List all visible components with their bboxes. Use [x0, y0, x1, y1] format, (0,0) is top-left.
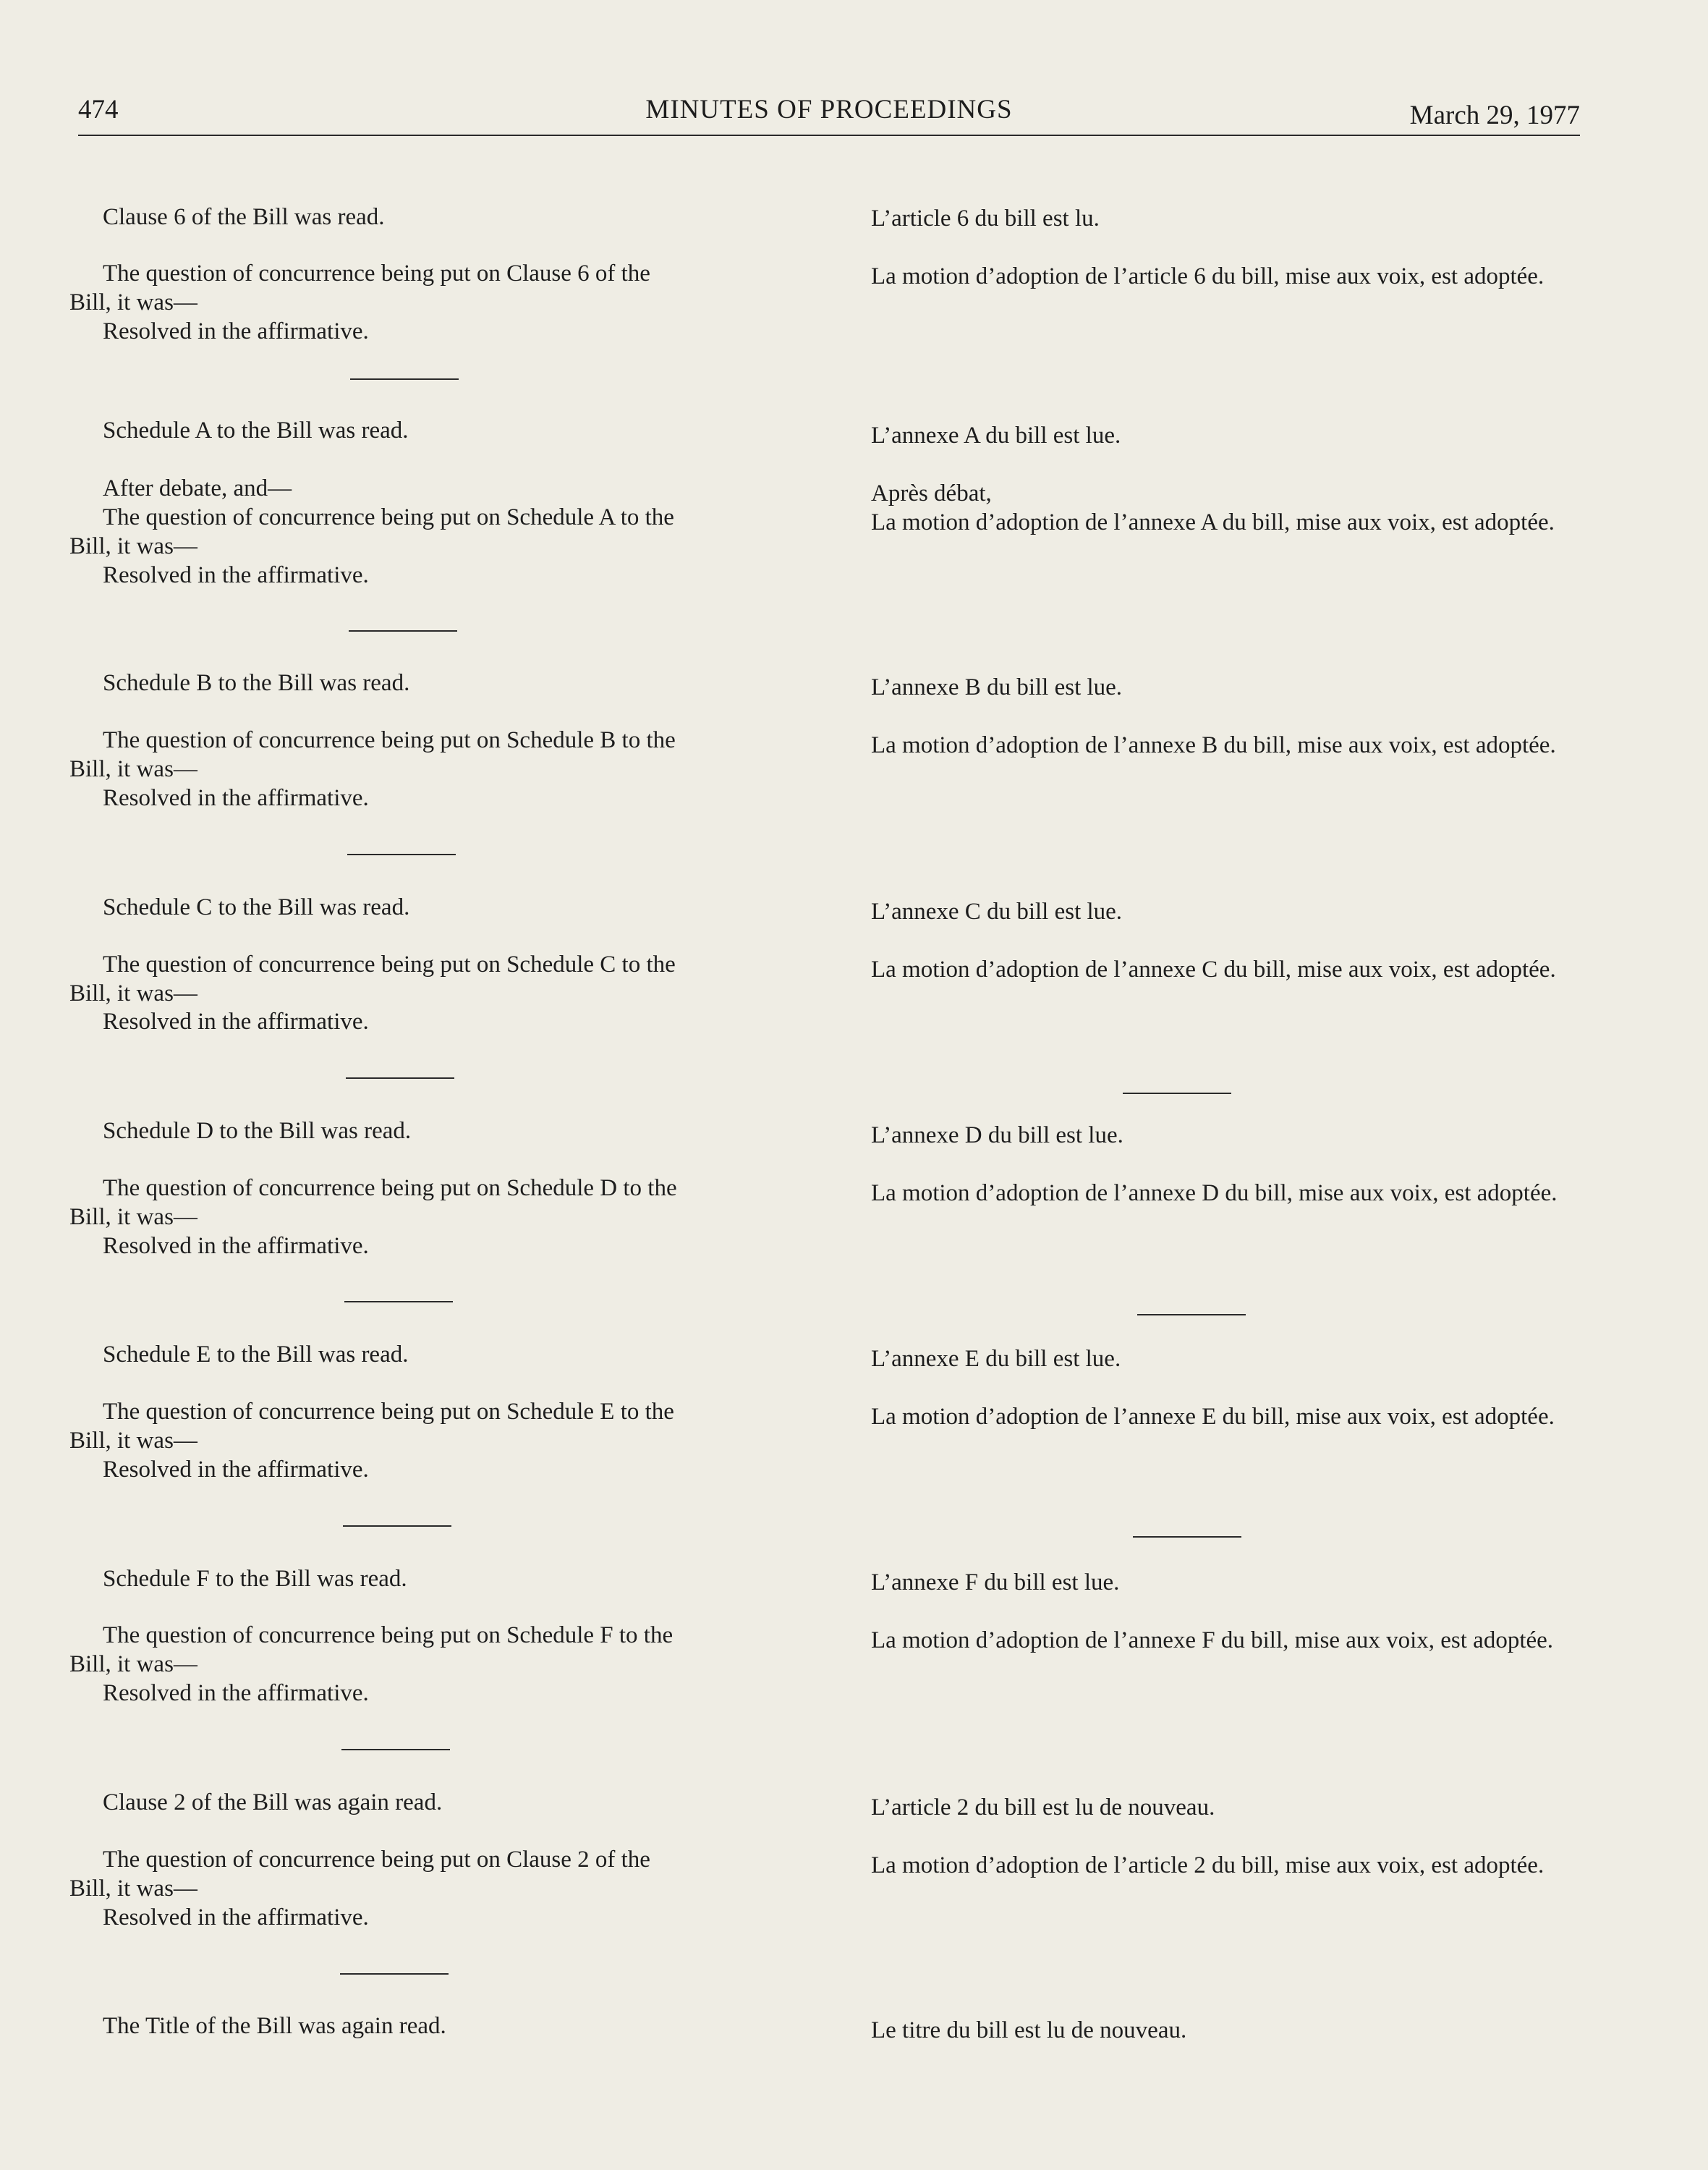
- scheduleF-read-fr: L’annexe F du bill est lue.: [871, 1569, 1120, 1595]
- scheduleC-question: [69, 950, 800, 1008]
- scheduleE-question-rest: Bill, it was—: [69, 1428, 197, 1454]
- scheduleC-question-rest: Bill, it was—: [69, 980, 197, 1006]
- section-divider: [347, 854, 456, 855]
- clause6-read-fr: L’article 6 du bill est lu.: [871, 205, 1100, 232]
- section-divider: [344, 1301, 453, 1302]
- scheduleF-motion-fr: La motion d’adoption de l’annexe F du bill, mise aux voix, est adoptée.: [871, 1627, 1554, 1653]
- page-title: MINUTES OF PROCEEDINGS: [645, 95, 1013, 124]
- clause2-read: Clause 2 of the Bill was again read.: [103, 1789, 443, 1815]
- section-divider: [346, 1077, 454, 1079]
- scheduleB-question: [69, 726, 800, 784]
- clause6-motion-fr: La motion d’adoption de l’article 6 du bill, mise aux voix, est adoptée.: [871, 263, 1545, 289]
- scheduleB-read: Schedule B to the Bill was read.: [103, 670, 410, 696]
- scheduleE-resolved: Resolved in the affirmative.: [103, 1457, 369, 1483]
- clause6-read: Clause 6 of the Bill was read.: [103, 204, 385, 230]
- scheduleE-question: [69, 1397, 800, 1455]
- clause2-question: [69, 1845, 800, 1903]
- page-number: 474: [78, 95, 119, 124]
- section-divider: [349, 630, 457, 632]
- section-divider: [1137, 1314, 1246, 1315]
- clause2-question-rest: Bill, it was—: [69, 1876, 197, 1902]
- scheduleE-motion-fr: La motion d’adoption de l’annexe E du bill, mise aux voix, est adoptée.: [871, 1404, 1555, 1430]
- clause6-question-rest: Bill, it was—: [69, 289, 197, 315]
- scheduleC-read-fr: L’annexe C du bill est lue.: [871, 899, 1123, 925]
- section-divider: [1123, 1093, 1231, 1094]
- title-read-fr: Le titre du bill est lu de nouveau.: [871, 2017, 1187, 2043]
- clause2-resolved: Resolved in the affirmative.: [103, 1904, 369, 1930]
- scheduleD-question-first: The question of concurrence being put on Schedule D to the: [103, 1175, 677, 1201]
- scheduleA-debate: After debate, and—: [103, 475, 292, 501]
- title-read: The Title of the Bill was again read.: [103, 2013, 446, 2039]
- scheduleE-read: Schedule E to the Bill was read.: [103, 1342, 409, 1368]
- section-divider: [340, 1973, 449, 1975]
- scheduleD-question-rest: Bill, it was—: [69, 1204, 197, 1230]
- scheduleA-resolved: Resolved in the affirmative.: [103, 562, 369, 588]
- scheduleF-question-first: The question of concurrence being put on Schedule F to the: [103, 1622, 674, 1648]
- page-header: [78, 94, 1580, 136]
- scheduleC-resolved: Resolved in the affirmative.: [103, 1009, 369, 1035]
- scheduleE-read-fr: L’annexe E du bill est lue.: [871, 1346, 1121, 1372]
- scheduleA-debate-fr: Après débat,: [871, 480, 992, 507]
- scheduleD-read-fr: L’annexe D du bill est lue.: [871, 1122, 1123, 1148]
- scheduleD-resolved: Resolved in the affirmative.: [103, 1233, 369, 1259]
- clause6-question: [69, 259, 800, 317]
- scheduleD-question: [69, 1174, 800, 1232]
- clause2-question-first: The question of concurrence being put on Clause 2 of the: [103, 1847, 650, 1873]
- scheduleF-question: [69, 1621, 800, 1679]
- scheduleB-resolved: Resolved in the affirmative.: [103, 785, 369, 811]
- scheduleA-question: [69, 503, 800, 561]
- scheduleF-resolved: Resolved in the affirmative.: [103, 1680, 369, 1706]
- scheduleC-motion-fr: La motion d’adoption de l’annexe C du bill, mise aux voix, est adoptée.: [871, 957, 1556, 983]
- scheduleA-motion-fr: La motion d’adoption de l’annexe A du bill, mise aux voix, est adoptée.: [871, 509, 1555, 535]
- clause2-motion-fr: La motion d’adoption de l’article 2 du bill, mise aux voix, est adoptée.: [871, 1852, 1545, 1878]
- scheduleD-read: Schedule D to the Bill was read.: [103, 1118, 412, 1144]
- header-date: March 29, 1977: [1409, 101, 1580, 130]
- scheduleC-read: Schedule C to the Bill was read.: [103, 894, 410, 920]
- scheduleB-read-fr: L’annexe B du bill est lue.: [871, 674, 1123, 700]
- scheduleF-question-rest: Bill, it was—: [69, 1651, 197, 1677]
- scheduleE-question-first: The question of concurrence being put on Schedule E to the: [103, 1399, 674, 1425]
- section-divider: [350, 378, 459, 380]
- scheduleB-question-first: The question of concurrence being put on Schedule B to the: [103, 727, 676, 753]
- clause6-question-first: The question of concurrence being put on Clause 6 of the: [103, 260, 650, 287]
- scheduleD-motion-fr: La motion d’adoption de l’annexe D du bill, mise aux voix, est adoptée.: [871, 1180, 1558, 1206]
- scheduleA-question-first: The question of concurrence being put on Schedule A to the: [103, 504, 674, 530]
- scheduleB-question-rest: Bill, it was—: [69, 756, 197, 782]
- scheduleA-read-fr: L’annexe A du bill est lue.: [871, 423, 1121, 449]
- scheduleF-read: Schedule F to the Bill was read.: [103, 1566, 407, 1592]
- scheduleA-read: Schedule A to the Bill was read.: [103, 418, 409, 444]
- section-divider: [341, 1749, 450, 1750]
- scheduleC-question-first: The question of concurrence being put on Schedule C to the: [103, 952, 676, 978]
- scheduleB-motion-fr: La motion d’adoption de l’annexe B du bill, mise aux voix, est adoptée.: [871, 732, 1556, 758]
- clause2-read-fr: L’article 2 du bill est lu de nouveau.: [871, 1794, 1215, 1821]
- section-divider: [343, 1525, 451, 1527]
- scheduleA-question-rest: Bill, it was—: [69, 533, 197, 559]
- section-divider: [1133, 1536, 1241, 1538]
- clause6-resolved: Resolved in the affirmative.: [103, 318, 369, 344]
